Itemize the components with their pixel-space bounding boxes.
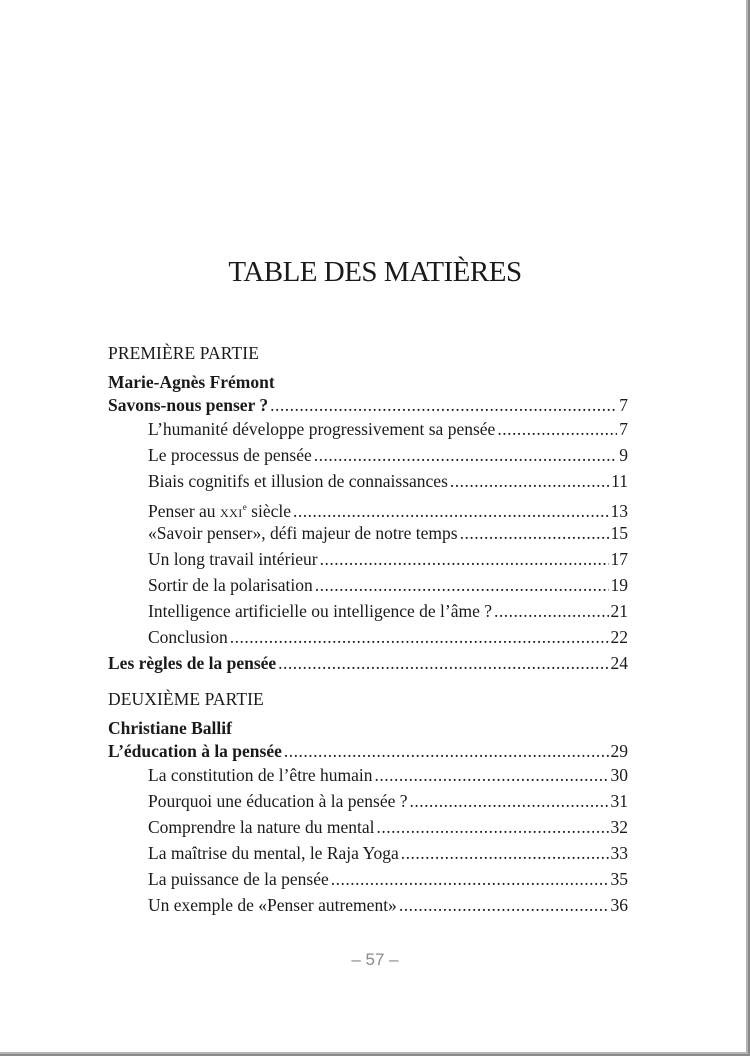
toc-section[interactable] <box>108 788 628 814</box>
toc-page-number: 31 <box>610 791 628 811</box>
toc-page-number: 7 <box>619 419 628 439</box>
toc-page-number: 11 <box>611 471 628 491</box>
leader-dots <box>410 788 609 814</box>
toc-page-number: 33 <box>610 843 628 863</box>
toc-section-label: Intelligence artificielle ou intelligence de l’âme ? <box>148 601 492 621</box>
toc-section-label: Penser au XXIe siècle <box>148 500 291 521</box>
toc-section[interactable] <box>108 520 628 546</box>
leader-dots <box>450 468 609 494</box>
part-heading-2: DEUXIÈME PARTIE <box>108 689 264 709</box>
toc-section[interactable] <box>108 494 628 520</box>
toc-section[interactable] <box>108 866 628 892</box>
toc-section[interactable] <box>108 572 628 598</box>
leader-dots <box>401 840 609 866</box>
leader-dots <box>376 814 608 840</box>
leader-dots <box>331 866 609 892</box>
toc-page-number: 36 <box>610 895 628 915</box>
table-of-contents <box>108 340 628 918</box>
leader-dots <box>284 740 609 762</box>
toc-section-label: L’humanité développe progressivement sa pensée <box>148 419 496 439</box>
author-name-2: Christiane Ballif <box>108 718 232 738</box>
toc-page-number: 24 <box>610 653 628 673</box>
toc-page-number: 19 <box>610 575 628 595</box>
toc-section-label: Un long travail intérieur <box>148 549 318 569</box>
toc-chapter[interactable] <box>108 650 628 676</box>
toc-chapter-label: L’éducation à la pensée <box>108 741 282 761</box>
leader-dots <box>497 416 617 442</box>
leader-dots <box>375 762 609 788</box>
toc-page-number: 35 <box>610 869 628 889</box>
toc-section-label: «Savoir penser», défi majeur de notre temps <box>148 523 458 543</box>
toc-section-label: Biais cognitifs et illusion de connaissances <box>148 471 448 491</box>
leader-dots <box>314 442 617 468</box>
leader-dots <box>399 892 609 918</box>
leader-dots <box>278 650 608 676</box>
toc-page-number: 15 <box>610 523 628 543</box>
toc-section[interactable] <box>108 762 628 788</box>
toc-chapter[interactable] <box>108 394 628 416</box>
toc-section-label: Conclusion <box>148 627 228 647</box>
toc-section[interactable] <box>108 468 628 494</box>
toc-section[interactable] <box>108 442 628 468</box>
part-heading-1: PREMIÈRE PARTIE <box>108 343 260 363</box>
toc-page-number: 13 <box>610 500 628 521</box>
toc-section[interactable] <box>108 892 628 918</box>
toc-section-label: La puissance de la pensée <box>148 869 329 889</box>
toc-page-number: 9 <box>619 445 628 465</box>
author-name-1: Marie-Agnès Frémont <box>108 372 275 392</box>
toc-chapter-label: Les règles de la pensée <box>108 653 277 673</box>
leader-dots <box>230 624 609 650</box>
toc-section-label: Le processus de pensée <box>148 445 312 465</box>
toc-section-label: Pourquoi une éducation à la pensée ? <box>148 791 408 811</box>
toc-section[interactable] <box>108 624 628 650</box>
toc-section-label: Sortir de la polarisation <box>148 575 313 595</box>
toc-section-label: Comprendre la nature du mental <box>148 817 375 837</box>
leader-dots <box>315 572 609 598</box>
toc-chapter-label: Savons-nous penser ? <box>108 395 269 415</box>
leader-dots <box>320 546 609 572</box>
toc-section-label: La constitution de l’être humain <box>148 765 373 785</box>
toc-page-number: 30 <box>610 765 628 785</box>
toc-section[interactable] <box>108 814 628 840</box>
toc-section-label: Un exemple de «Penser autrement» <box>148 895 397 915</box>
toc-section[interactable] <box>108 840 628 866</box>
toc-section-label: La maîtrise du mental, le Raja Yoga <box>148 843 399 863</box>
toc-page-number: 32 <box>610 817 628 837</box>
toc-section[interactable] <box>108 598 628 624</box>
leader-dots <box>460 520 609 546</box>
toc-section[interactable] <box>108 416 628 442</box>
leader-dots <box>270 394 617 416</box>
toc-page-number: 21 <box>610 601 628 621</box>
toc-page-number: 7 <box>619 395 628 415</box>
toc-page-number: 17 <box>610 549 628 569</box>
toc-section[interactable] <box>108 546 628 572</box>
toc-page-number: 22 <box>610 627 628 647</box>
leader-dots <box>494 598 609 624</box>
toc-chapter[interactable] <box>108 740 628 762</box>
page-title: TABLE DES MATIÈRES <box>228 256 522 288</box>
toc-page-number: 29 <box>610 741 628 761</box>
page-number-footer: – 57 – <box>351 950 399 969</box>
